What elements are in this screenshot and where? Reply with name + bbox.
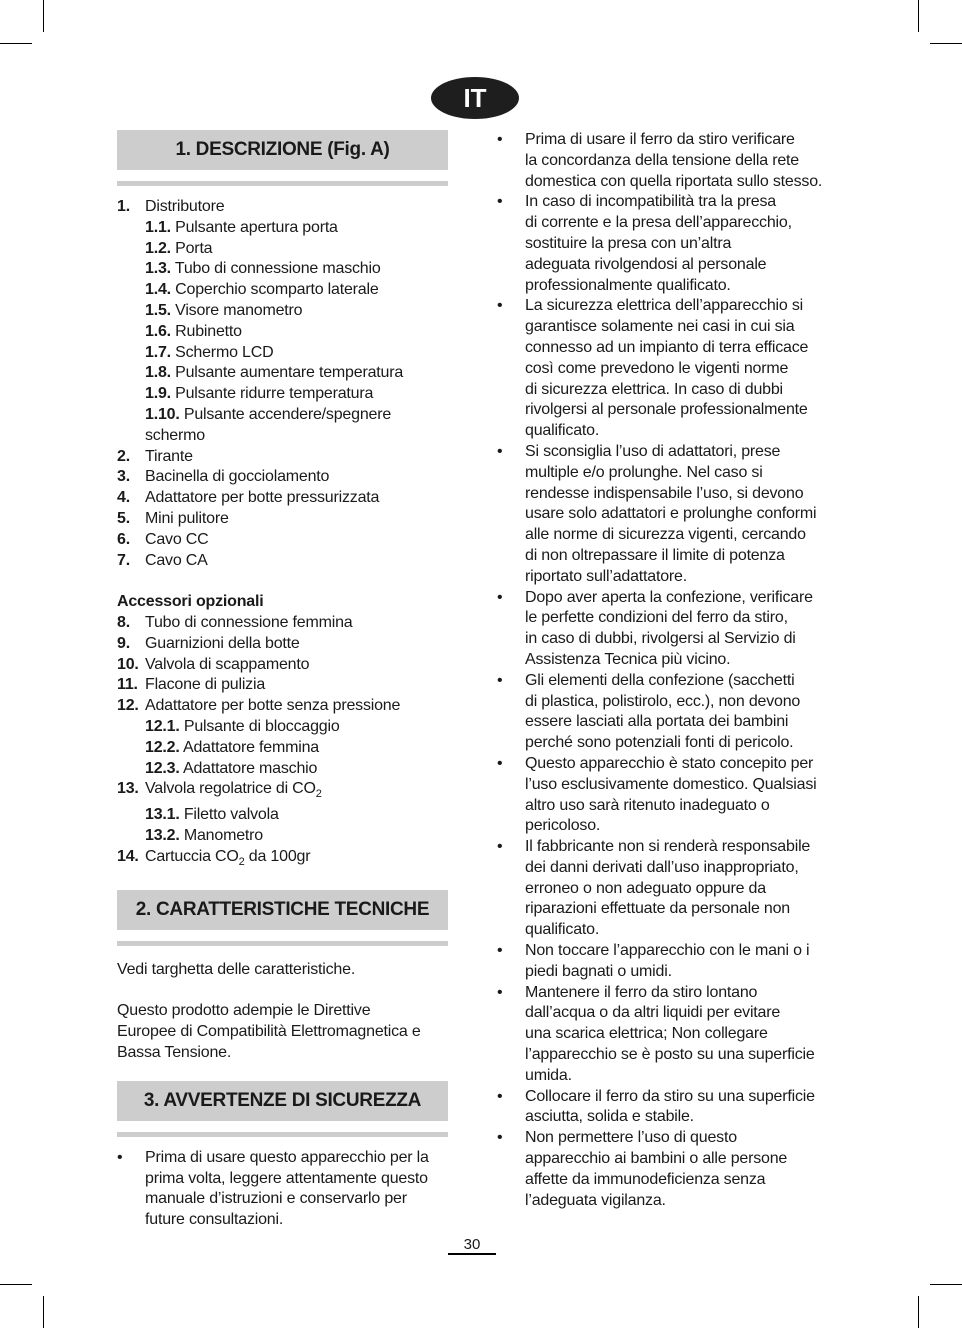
bullet-item <box>497 130 842 192</box>
bullet-dot: • <box>497 942 503 960</box>
item-number: 5. <box>117 509 130 527</box>
list-item <box>117 530 452 551</box>
list-item <box>117 405 452 447</box>
paragraph-line: Bassa Tensione. <box>117 1044 232 1062</box>
bullet-line: prima volta, leggere attentamente questo <box>145 1169 428 1187</box>
bullet-line: Mantenere il ferro da stiro lontano <box>525 983 758 1001</box>
bullet-line: le perfette condizioni del ferro da stiro, <box>525 609 788 627</box>
bullet-line: rendesse indispensabile l’uso, si devono <box>525 484 804 502</box>
bullet-item <box>497 588 842 671</box>
left-bullets <box>117 1148 452 1231</box>
bullet-line: piedi bagnati o umidi. <box>525 962 672 980</box>
bullet-line: l’adeguata vigilanza. <box>525 1191 666 1209</box>
list-item <box>117 655 452 676</box>
bullet-line: Si sconsiglia l’uso di adattatori, prese <box>525 442 781 460</box>
list-item <box>117 384 452 405</box>
item-text: Valvola di scappamento <box>145 655 310 673</box>
crop-mark <box>0 43 32 44</box>
list-item <box>117 634 452 655</box>
bullet-dot: • <box>497 671 503 689</box>
bullet-line: alle norme di sicurezza vigenti, cercando <box>525 526 806 544</box>
list-item <box>117 488 452 509</box>
bullet-line: riportato sull’adattatore. <box>525 567 688 585</box>
item-text: Mini pulitore <box>145 509 229 527</box>
item-number: 1.9. <box>145 385 171 403</box>
item-number: 9. <box>117 634 130 652</box>
description-list <box>117 197 452 873</box>
item-text: Bacinella di gocciolamento <box>145 468 330 486</box>
item-number: 1.4. <box>145 281 171 299</box>
bullet-line: dei danni derivati dall’uso inappropriato, <box>525 858 799 876</box>
bullet-line: rivolgersi al personale professionalmente <box>525 401 808 419</box>
item-text: Pulsante apertura porta <box>175 218 338 236</box>
bullet-item <box>497 1087 842 1129</box>
bullet-line: di sicurezza elettrica. In caso di dubbi <box>525 380 783 398</box>
list-item <box>117 467 452 488</box>
bullet-line: l’apparecchio se è posto su una superficie <box>525 1046 815 1064</box>
bullet-line: In caso di incompatibilità tra la presa <box>525 193 776 211</box>
list-item <box>117 779 452 805</box>
language-badge: IT <box>431 77 519 119</box>
item-text: Coperchio scomparto laterale <box>175 281 379 299</box>
item-number: 12.1. <box>145 717 180 735</box>
item-text: Adattatore maschio <box>182 759 318 777</box>
item-text: Pulsante ridurre temperatura <box>175 385 374 403</box>
bullet-item <box>497 671 842 754</box>
bullet-dot: • <box>497 193 503 211</box>
item-text: Pulsante aumentare temperatura <box>175 364 404 382</box>
section-rule <box>117 181 448 186</box>
bullet-line: sostituire la presa con un’altra <box>525 234 732 252</box>
list-item <box>117 826 452 847</box>
bullet-dot: • <box>497 297 503 315</box>
list-item <box>117 218 452 239</box>
bullet-dot: • <box>497 442 503 460</box>
item-number: 1.10. <box>145 405 180 423</box>
item-number: 1.5. <box>145 301 171 319</box>
bullet-item <box>497 192 842 296</box>
item-text: Adattatore per botte senza pressione <box>145 697 401 715</box>
bullet-item <box>117 1148 452 1231</box>
section2-title: 2. CARATTERISTICHE TECNICHE <box>117 890 448 930</box>
bullet-item <box>497 837 842 941</box>
item-text: Cartuccia CO <box>145 847 239 865</box>
bullet-item <box>497 442 842 588</box>
list-item <box>117 613 452 634</box>
item-text: Cavo CA <box>145 551 208 569</box>
bullet-line: Non permettere l’uso di questo <box>525 1129 737 1147</box>
item-text: Schermo LCD <box>175 343 274 361</box>
item-text: Filetto valvola <box>183 806 279 824</box>
crop-mark <box>930 1284 962 1285</box>
bullet-line: pericoloso. <box>525 817 601 835</box>
item-number: 1. <box>117 198 130 215</box>
section2-body <box>117 960 452 1064</box>
item-number: 11. <box>117 676 138 694</box>
bullet-dot: • <box>497 838 503 856</box>
right-column <box>497 130 842 1211</box>
item-text: Pulsante accendere/spegnere <box>183 405 392 423</box>
bullet-line: Assistenza Tecnica più vicino. <box>525 650 731 668</box>
bullet-dot: • <box>497 983 503 1001</box>
bullet-line: l’uso esclusivamente domestico. Qualsiasi <box>525 775 817 793</box>
item-text: Valvola regolatrice di CO <box>145 780 316 798</box>
paragraph-line: Questo prodotto adempie le Direttive <box>117 1002 371 1020</box>
crop-mark <box>43 0 44 32</box>
item-number: 2. <box>117 447 130 465</box>
list-item <box>117 696 452 717</box>
list-item <box>117 322 452 343</box>
list-item <box>117 847 452 873</box>
bullet-line: Non toccare l’apparecchio con le mani o i <box>525 942 810 960</box>
item-number: 12. <box>117 697 139 715</box>
bullet-line: multiple e/o prolunghe. Nel caso si <box>525 463 763 481</box>
item-text: Flacone di pulizia <box>145 676 266 694</box>
crop-mark <box>0 1284 32 1285</box>
bullet-line: di plastica, polistirolo, ecc.), non devono <box>525 692 801 710</box>
bullet-dot: • <box>497 131 503 148</box>
bullet-dot: • <box>117 1148 123 1166</box>
bullet-item <box>497 1128 842 1211</box>
bullet-line: Il fabbricante non si renderà responsabile <box>525 838 811 856</box>
bullet-line: qualificato. <box>525 921 600 939</box>
item-number: 1.2. <box>145 239 171 257</box>
list-item <box>117 239 452 260</box>
list-item <box>117 717 452 738</box>
crop-mark <box>918 1296 919 1328</box>
item-number: 12.2. <box>145 738 180 756</box>
item-text: Guarnizioni della botte <box>145 634 300 652</box>
item-number: 1.7. <box>145 343 171 361</box>
bullet-dot: • <box>497 1087 503 1105</box>
item-number: 14. <box>117 847 139 865</box>
bullet-line: di corrente e la presa dell’apparecchio, <box>525 214 792 232</box>
bullet-line: umida. <box>525 1066 572 1084</box>
bullet-line: riparazioni effettuate da personale non <box>525 900 790 918</box>
subscript: 2 <box>315 788 322 801</box>
bullet-line: Prima di usare il ferro da stiro verificare <box>525 131 795 148</box>
bullet-line: di non oltrepassare il limite di potenza <box>525 546 785 564</box>
item-text: Tubo di connessione femmina <box>145 613 353 631</box>
item-number: 4. <box>117 489 130 507</box>
item-number: 1.1. <box>145 218 171 236</box>
section-rule <box>117 1132 448 1137</box>
list-item <box>117 738 452 759</box>
bullet-line: essere lasciati alla portata dei bambini <box>525 713 789 731</box>
list-item <box>117 551 452 572</box>
item-number: 8. <box>117 613 130 631</box>
accessories-heading: Accessori opzionali <box>117 593 264 611</box>
item-text: Pulsante di bloccaggio <box>183 717 340 735</box>
list-item <box>117 675 452 696</box>
bullet-item <box>497 754 842 837</box>
bullet-dot: • <box>497 1129 503 1147</box>
bullet-item <box>497 983 842 1087</box>
paragraph-line: Europee di Compatibilità Elettromagnetica e <box>117 1023 421 1041</box>
bullet-line: Questo apparecchio è stato concepito per <box>525 754 814 772</box>
subscript: 2 <box>238 856 245 869</box>
item-number: 6. <box>117 530 130 548</box>
crop-mark <box>918 0 919 32</box>
list-item <box>117 509 452 530</box>
item-text: Visore manometro <box>175 301 303 319</box>
item-text: Tubo di connessione maschio <box>174 260 381 278</box>
bullet-item <box>497 296 842 442</box>
bullet-line: garantisce solamente nei casi in cui sia <box>525 318 795 336</box>
bullet-line: qualificato. <box>525 422 600 440</box>
bullet-dot: • <box>497 588 503 606</box>
bullet-line: dall’acqua o da altri liquidi per evitare <box>525 1004 781 1022</box>
bullet-line: adeguata rivolgendosi al personale <box>525 255 767 273</box>
bullet-line: in caso di dubbi, rivolgersi al Servizio di <box>525 630 796 648</box>
item-number: 12.3. <box>145 759 180 777</box>
item-text-after: da 100gr <box>244 847 311 865</box>
section3-title: 3. AVVERTENZE DI SICUREZZA <box>117 1081 448 1121</box>
bullet-line: asciutta, solida e stabile. <box>525 1108 694 1126</box>
list-item <box>117 447 452 468</box>
item-text: Cavo CC <box>145 530 209 548</box>
list-item <box>117 197 452 218</box>
bullet-item <box>497 941 842 983</box>
section1-title: 1. DESCRIZIONE (Fig. A) <box>117 130 448 170</box>
item-text: Tirante <box>145 447 193 465</box>
item-text: Manometro <box>183 827 263 845</box>
list-item <box>117 759 452 780</box>
bullet-line: la concordanza della tensione della rete <box>525 151 799 169</box>
list-item <box>117 301 452 322</box>
bullet-line: apparecchio ai bambini o alle persone <box>525 1150 788 1168</box>
page-number-rule <box>448 1253 496 1255</box>
item-text: Adattatore femmina <box>182 738 319 756</box>
bullet-line: Prima di usare questo apparecchio per la <box>145 1148 429 1166</box>
item-number: 1.8. <box>145 364 171 382</box>
bullet-line: domestica con quella riportata sullo stesso. <box>525 172 823 190</box>
list-item <box>117 363 452 384</box>
left-column <box>117 130 452 1231</box>
item-text-continued: schermo <box>145 426 205 444</box>
bullet-line: così come prevedono le vigenti norme <box>525 359 789 377</box>
item-number: 3. <box>117 468 130 486</box>
item-number: 13.2. <box>145 827 180 845</box>
list-item <box>117 805 452 826</box>
page-number: 30 <box>463 1236 481 1253</box>
bullet-line: Gli elementi della confezione (sacchetti <box>525 671 795 689</box>
item-number: 13. <box>117 780 139 798</box>
bullet-line: Dopo aver aperta la confezione, verificare <box>525 588 813 606</box>
item-number: 7. <box>117 551 130 569</box>
paragraph: Vedi targhetta delle caratteristiche. <box>117 960 356 978</box>
list-item <box>117 259 452 280</box>
item-text: Adattatore per botte pressurizzata <box>145 489 380 507</box>
bullet-line: professionalmente qualificato. <box>525 276 731 294</box>
bullet-line: erroneo o non adeguato oppure da <box>525 879 766 897</box>
bullet-dot: • <box>497 754 503 772</box>
crop-mark <box>930 43 962 44</box>
bullet-line: connesso ad un impianto di terra efficace <box>525 338 809 356</box>
item-text: Porta <box>175 239 213 257</box>
item-number: 1.3. <box>145 260 171 278</box>
list-item <box>117 280 452 301</box>
crop-mark <box>43 1296 44 1328</box>
item-text: Rubinetto <box>175 322 242 340</box>
bullet-line: La sicurezza elettrica dell’apparecchio si <box>525 297 803 315</box>
list-item <box>117 343 452 364</box>
bullet-line: Collocare il ferro da stiro su una superficie <box>525 1087 815 1105</box>
bullet-line: affette da immunodeficienza senza <box>525 1170 766 1188</box>
item-number: 13.1. <box>145 806 180 824</box>
section-rule <box>117 941 448 946</box>
bullet-line: perché sono potenziali fonti di pericolo. <box>525 734 794 752</box>
item-number: 10. <box>117 655 139 673</box>
item-text: Distributore <box>145 198 225 215</box>
bullet-line: altro uso sarà ritenuto inadeguato o <box>525 796 770 814</box>
bullet-line: manuale d’istruzioni e conservarlo per <box>145 1190 407 1208</box>
bullet-line: future consultazioni. <box>145 1211 284 1229</box>
bullet-line: usare solo adattatori e prolunghe conformi <box>525 505 817 523</box>
bullet-line: una scarica elettrica; Non collegare <box>525 1025 768 1043</box>
item-number: 1.6. <box>145 322 171 340</box>
